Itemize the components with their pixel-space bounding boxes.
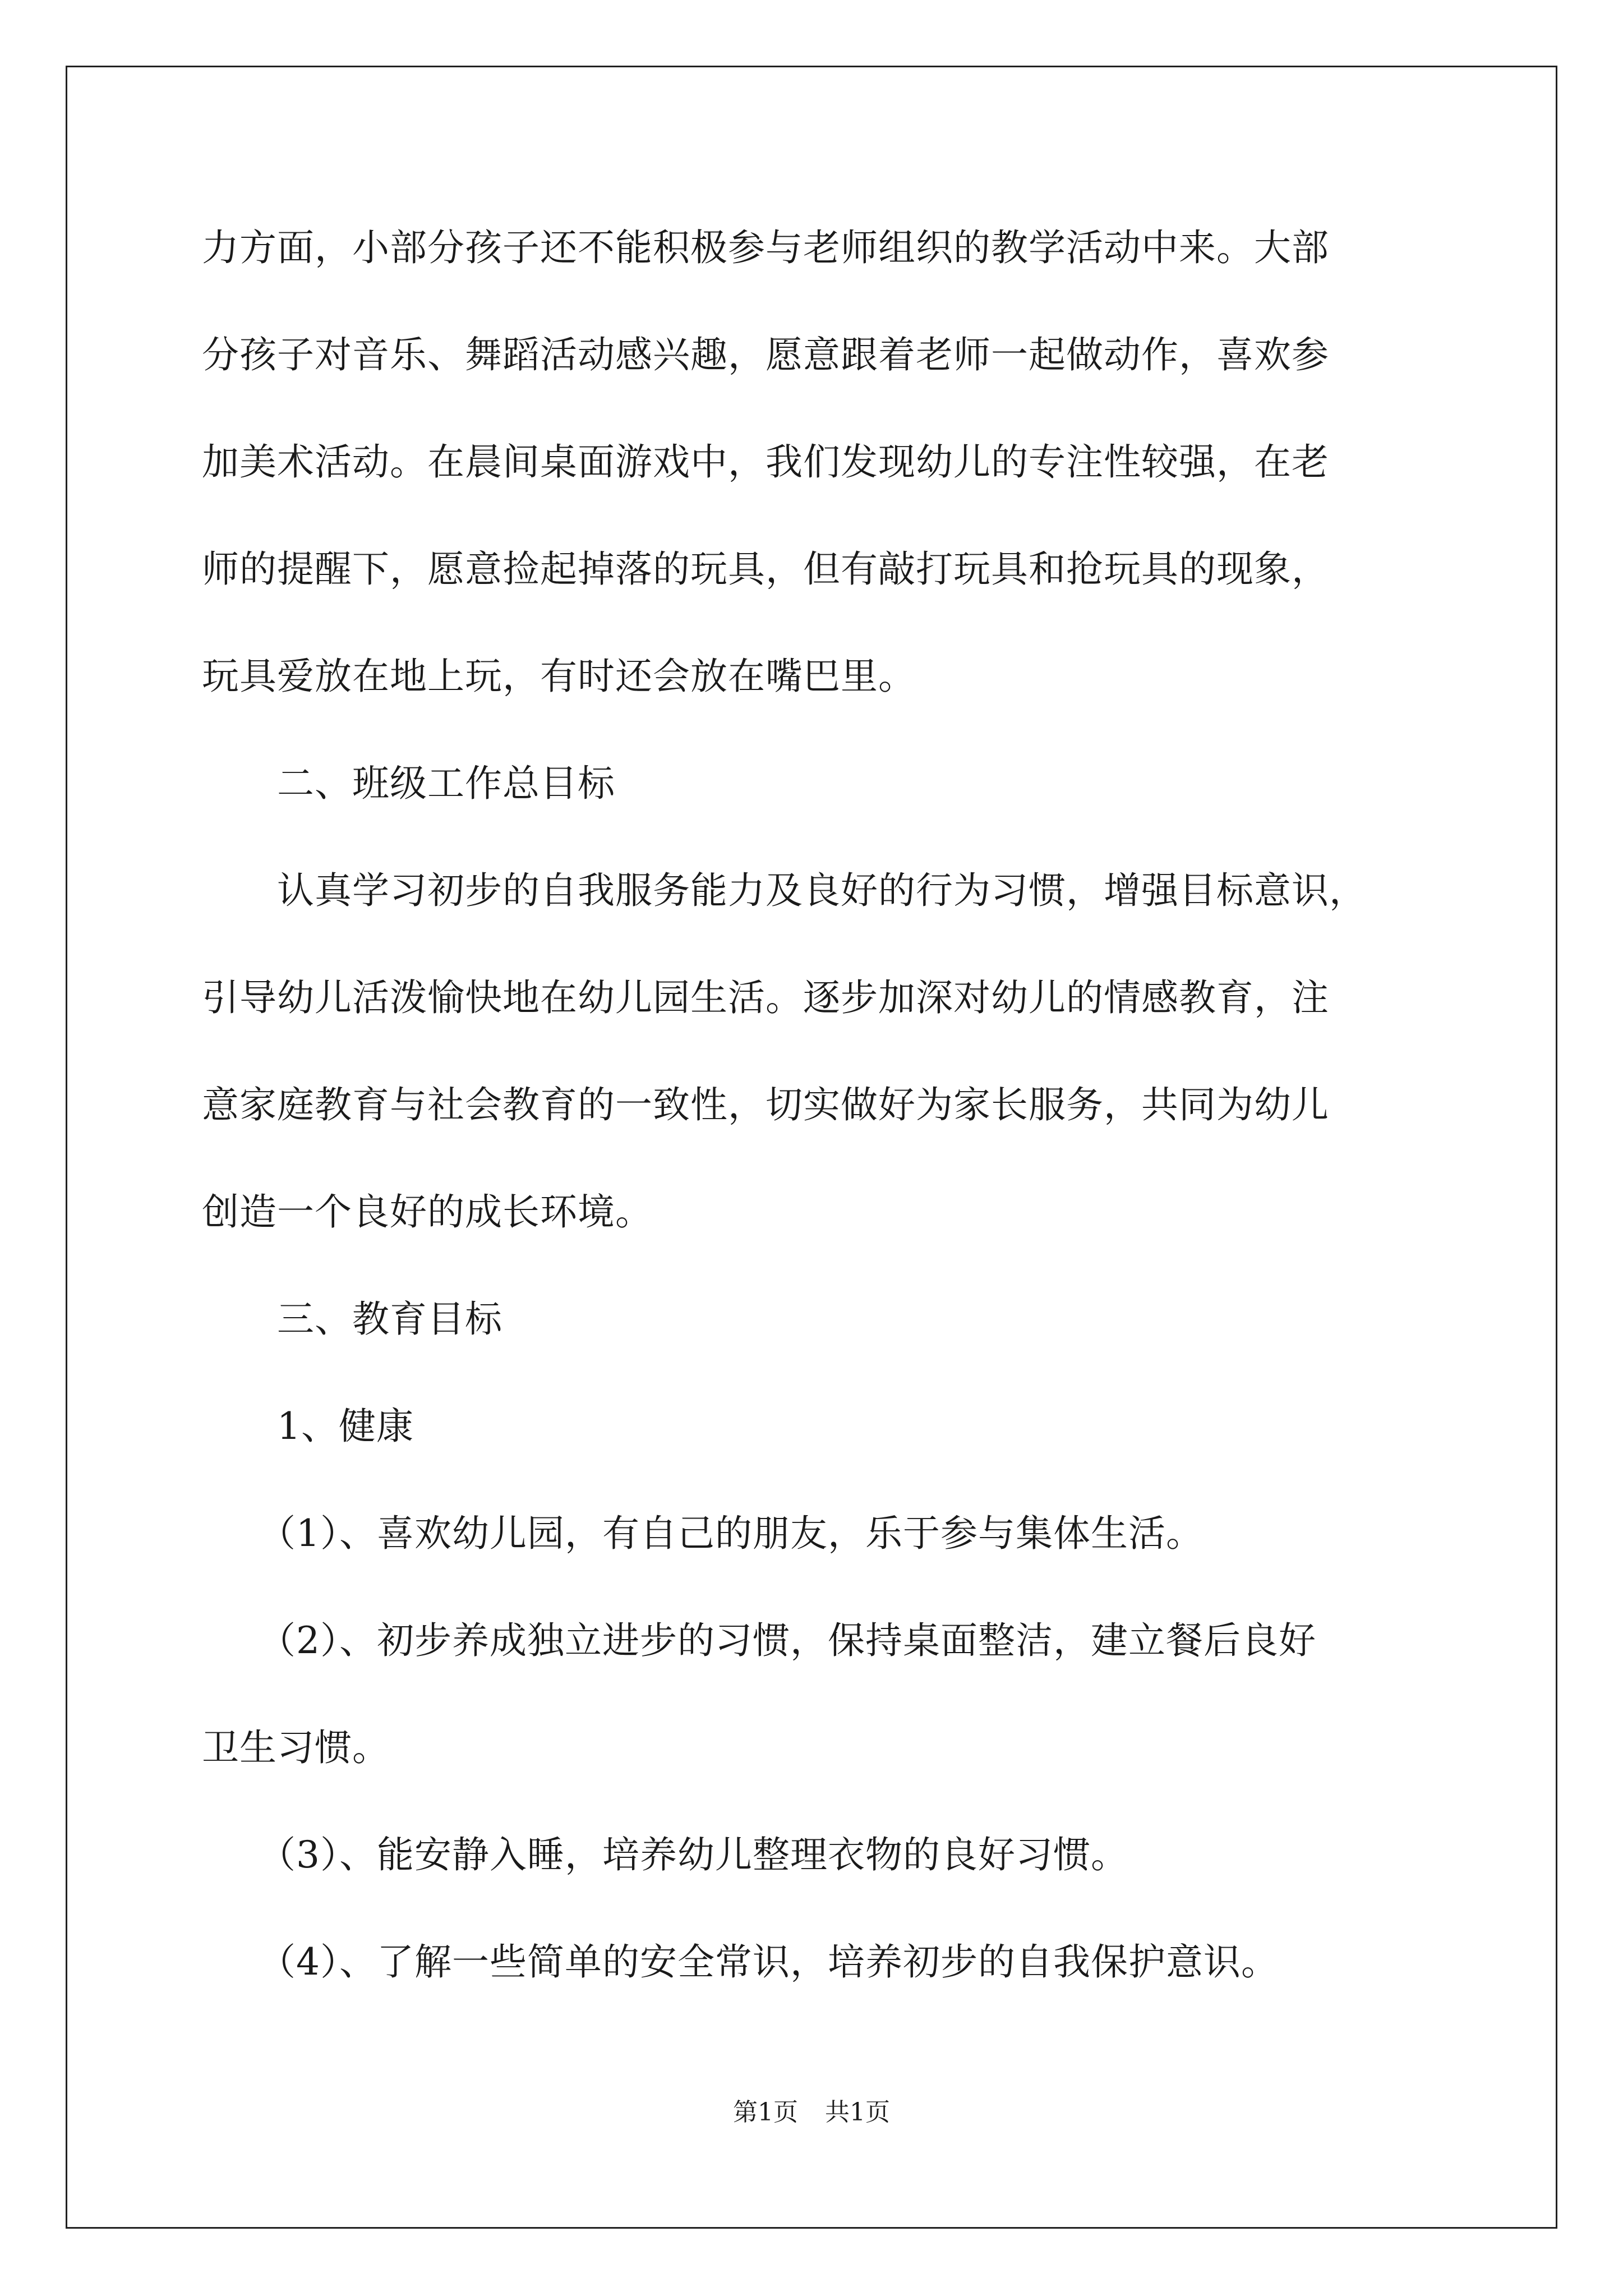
text-line: 加美术活动。在晨间桌面游戏中，我们发现幼儿的专注性较强，在老 xyxy=(202,440,1329,484)
text-line: 分孩子对音乐、舞蹈活动感兴趣，愿意跟着老师一起做动作，喜欢参 xyxy=(202,333,1329,376)
text-line: 玩具爱放在地上玩，有时还会放在嘴巴里。 xyxy=(202,655,916,698)
page-border xyxy=(66,66,1557,2229)
list-item: （3）、能安静入睡，培养幼儿整理衣物的良好习惯。 xyxy=(202,1833,1128,1876)
text-line: 认真学习初步的自我服务能力及良好的行为习惯，增强目标意识， xyxy=(202,869,1367,912)
text-line: 师的提醒下，愿意捡起掉落的玩具，但有敲打玩具和抢玩具的现象， xyxy=(202,547,1329,591)
page-total: 共1页 xyxy=(825,2098,890,2127)
list-item: （4）、了解一些简单的安全常识，培养初步的自我保护意识。 xyxy=(202,1940,1279,1984)
section-heading: 二、班级工作总目标 xyxy=(202,762,615,805)
text-line: 引导幼儿活泼愉快地在幼儿园生活。逐步加深对幼儿的情感教育，注 xyxy=(202,976,1329,1019)
list-item: （2）、初步养成独立进步的习惯，保持桌面整洁，建立餐后良好 xyxy=(202,1619,1316,1662)
subsection-heading: 1、健康 xyxy=(202,1405,414,1448)
list-item: （1）、喜欢幼儿园，有自己的朋友，乐于参与集体生活。 xyxy=(202,1512,1204,1555)
page-number: 第1页 xyxy=(733,2098,798,2127)
text-line: 卫生习惯。 xyxy=(202,1726,390,1769)
section-heading: 三、教育目标 xyxy=(202,1297,502,1341)
page-footer xyxy=(0,2097,1623,2128)
text-line: 力方面，小部分孩子还不能积极参与老师组织的教学活动中来。大部 xyxy=(202,226,1329,269)
text-line: 创造一个良好的成长环境。 xyxy=(202,1190,653,1234)
text-line: 意家庭教育与社会教育的一致性，切实做好为家长服务，共同为幼儿 xyxy=(202,1083,1329,1126)
